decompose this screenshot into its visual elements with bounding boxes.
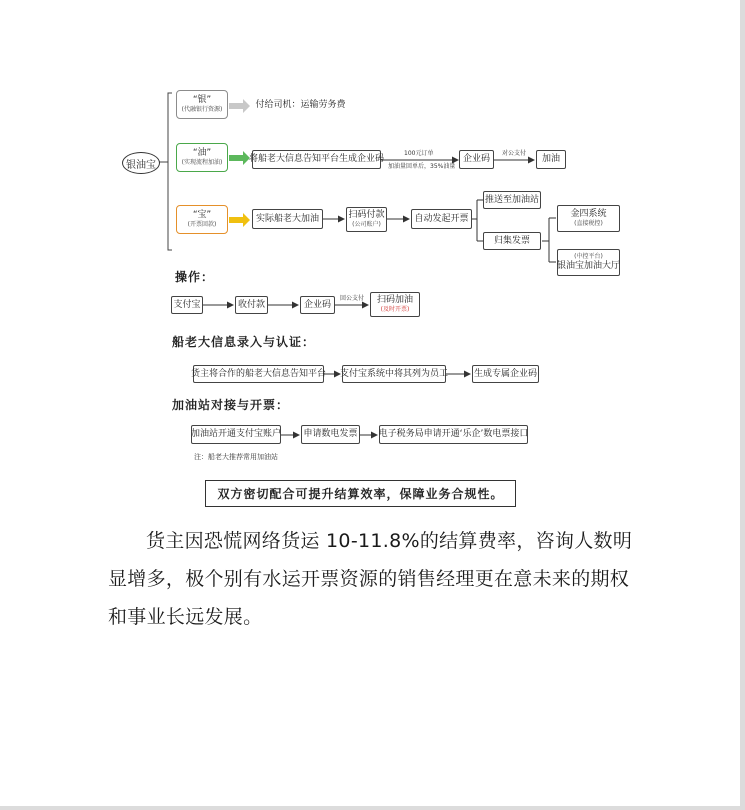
reg-step1 bbox=[191, 365, 327, 383]
arrow-you bbox=[229, 151, 250, 165]
root-bracket bbox=[168, 93, 172, 250]
bao-step3-label: 自动发起开票 bbox=[414, 213, 469, 224]
you-edge1-bottom: 加油量回单后，35%油量 bbox=[388, 163, 456, 170]
root-node bbox=[122, 152, 160, 174]
bao-step2-sub: (公司账户) bbox=[352, 221, 381, 228]
conclusion-box bbox=[205, 480, 516, 507]
yin-title: “银” bbox=[192, 95, 212, 105]
reg-step1-label: 货主将合作的船老大信息告知平台 bbox=[191, 368, 327, 379]
bao-step1 bbox=[252, 209, 323, 229]
bao-sub: (开票回款) bbox=[187, 221, 217, 228]
sta-step2-label: 申请数电发票 bbox=[303, 429, 358, 439]
op-step2-label: 收付款 bbox=[237, 299, 265, 310]
you-step2 bbox=[459, 150, 494, 169]
op-step1 bbox=[171, 296, 203, 314]
bao-step2-label: 扫码付款 bbox=[348, 210, 385, 220]
body-paragraph: 货主因恐慌网络货运 10-11.8%的结算费率，咨询人数明显增多，极个别有水运开票资源的销售经理更在意未来的期权和事业长远发展。 bbox=[108, 530, 633, 628]
op-step3-label: 企业码 bbox=[303, 299, 331, 310]
you-edge1-top: 100元订单 bbox=[404, 150, 434, 157]
bao-title: “宝” bbox=[192, 210, 212, 220]
sta-step3-label: 电子税务局申请开通‘乐企’数电票接口 bbox=[378, 429, 529, 439]
op-step4-sub: (及时开票) bbox=[380, 306, 410, 313]
sta-step2 bbox=[301, 425, 360, 444]
op-step2 bbox=[235, 296, 268, 314]
station-heading: 加油站对接与开票： bbox=[172, 398, 290, 412]
sta-step1-label: 加油站开通支付宝账户 bbox=[191, 429, 282, 439]
op-edge3: 回公支付 bbox=[340, 295, 365, 302]
bao-branch-b bbox=[483, 232, 541, 250]
you-edge2: 对公支付 bbox=[502, 150, 527, 157]
yin-target bbox=[252, 97, 349, 114]
reg-step3-label: 生成专属企业码 bbox=[473, 368, 537, 379]
arrow-bao bbox=[229, 213, 250, 227]
arrow-yin bbox=[229, 99, 250, 113]
reg-step2-label: 支付宝系统中将其列为员工 bbox=[340, 368, 449, 379]
bao-branch-b-label: 归集发票 bbox=[493, 235, 530, 246]
root-label: 银油宝 bbox=[126, 159, 156, 171]
conclusion-text: 双方密切配合可提升结算效率，保障业务合规性。 bbox=[217, 487, 504, 501]
yin-target-label: 付给司机：运输劳务费 bbox=[255, 100, 346, 110]
bao-split-bracket bbox=[472, 200, 483, 241]
sta-step3 bbox=[379, 425, 528, 444]
op-step3 bbox=[300, 296, 335, 314]
bao-step3 bbox=[411, 209, 472, 229]
bao-step1-label: 实际船老大加油 bbox=[255, 213, 319, 224]
op-step1-label: 支付宝 bbox=[173, 299, 201, 310]
op-step4 bbox=[370, 292, 420, 317]
yin-box bbox=[176, 90, 228, 119]
operations-heading: 操作： bbox=[175, 270, 215, 284]
registration-heading: 船老大信息录入与认证： bbox=[172, 335, 316, 349]
op-step4-label: 扫码加油 bbox=[376, 295, 413, 305]
you-step2-label: 企业码 bbox=[462, 154, 490, 164]
reg-step3 bbox=[472, 365, 539, 383]
yin-sub: (代融银行资源) bbox=[181, 106, 223, 113]
bao-end-b-sub: (中控平台) bbox=[574, 253, 603, 260]
you-step3-label: 加油 bbox=[541, 154, 560, 164]
bao-step2 bbox=[346, 207, 387, 232]
you-sub: (实现流程加油) bbox=[181, 159, 223, 166]
sta-step1 bbox=[191, 425, 281, 444]
bao-branch-a bbox=[483, 191, 541, 209]
station-note: 注：船老大推荐常用加油站 bbox=[194, 453, 278, 461]
you-step3 bbox=[536, 150, 566, 169]
bao-end-a-label: 金四系统 bbox=[570, 209, 607, 219]
you-title: “油” bbox=[192, 148, 212, 158]
reg-step2 bbox=[340, 365, 449, 383]
bao-end-a-sub: (直接税控) bbox=[574, 220, 603, 227]
bao-box bbox=[176, 205, 228, 234]
bao-end-b-label: 银油宝加油大厅 bbox=[557, 261, 621, 271]
you-step1 bbox=[249, 150, 385, 169]
you-step1-label: 将船老大信息告知平台生成企业码 bbox=[249, 154, 385, 164]
you-box bbox=[176, 143, 228, 172]
bao-end-b bbox=[557, 249, 620, 276]
bao-end-a bbox=[557, 205, 620, 232]
bao-branch-a-label: 推送至加油站 bbox=[484, 194, 539, 205]
bao-end-bracket bbox=[542, 218, 556, 262]
